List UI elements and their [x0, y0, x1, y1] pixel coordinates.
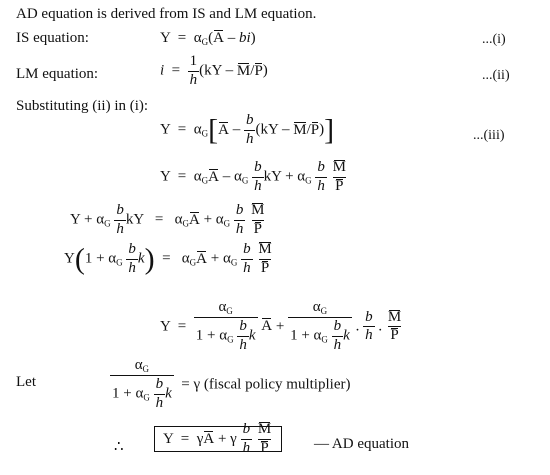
grouped-equation: $Y + \alpha_G$ $\frac{b}{h}$ kY = $\alpha_GA + \alpha_G$ $\frac{b}{h}$ $\frac{M}{P}$	[70, 202, 265, 237]
lm-equation: i = $\frac{1}{h}$ (kY – M/P)	[160, 53, 268, 88]
equation-iii: $Y = \alpha_G[A$ – $\frac{b}{h}$ (kY – M/P)]	[160, 112, 335, 147]
multiplier-definition: $\alpha_G$ $1 + \alpha_G$ $\frac{b}{h}$ k = γ (fiscal policy multiplier)	[112, 357, 351, 412]
fiscal-multiplier-text: = γ (fiscal policy multiplier)	[181, 376, 351, 393]
is-equation: $Y = \alpha_G(A - bi)$	[160, 30, 256, 47]
intro-text: AD equation is derived from IS and LM equation.	[16, 6, 317, 22]
let-label: Let	[16, 374, 36, 390]
is-label: IS equation:	[16, 30, 89, 46]
ad-equation-label: — AD equation	[314, 436, 409, 452]
substituting-text: Substituting (ii) in (i):	[16, 98, 149, 114]
eq-number-iii: ...(iii)	[473, 128, 505, 143]
expanded-equation: $Y = \alpha_GA - \alpha_G$ $\frac{b}{h}$ kY + $\alpha_G$ $\frac{b}{h}$ $\frac{M}{P}$	[160, 159, 347, 194]
lm-label: LM equation:	[16, 66, 99, 82]
factored-equation: $Y(1 + \alpha_G$ $\frac{b}{h}$ $k) = \alpha_GA + \alpha_G$ $\frac{b}{h}$ $\frac{M}{P}$	[64, 241, 272, 276]
ad-equation-box: Y = γA + γ $\frac{b}{h}$ $\frac{M}{P}$	[154, 422, 282, 457]
eq-number-i: ...(i)	[482, 32, 506, 47]
eq-number-ii: ...(ii)	[482, 68, 510, 83]
therefore-symbol: ∴	[114, 439, 124, 455]
solved-equation: Y = $\alpha_G$ $1 + \alpha_G$ $\frac{b}{h}$ k A + $\alpha_G$ $1 + \alpha_G$ $\frac{b}{h}$ k . $\frac{b}{h}$ . $\frac{M}{P}$	[160, 299, 402, 354]
